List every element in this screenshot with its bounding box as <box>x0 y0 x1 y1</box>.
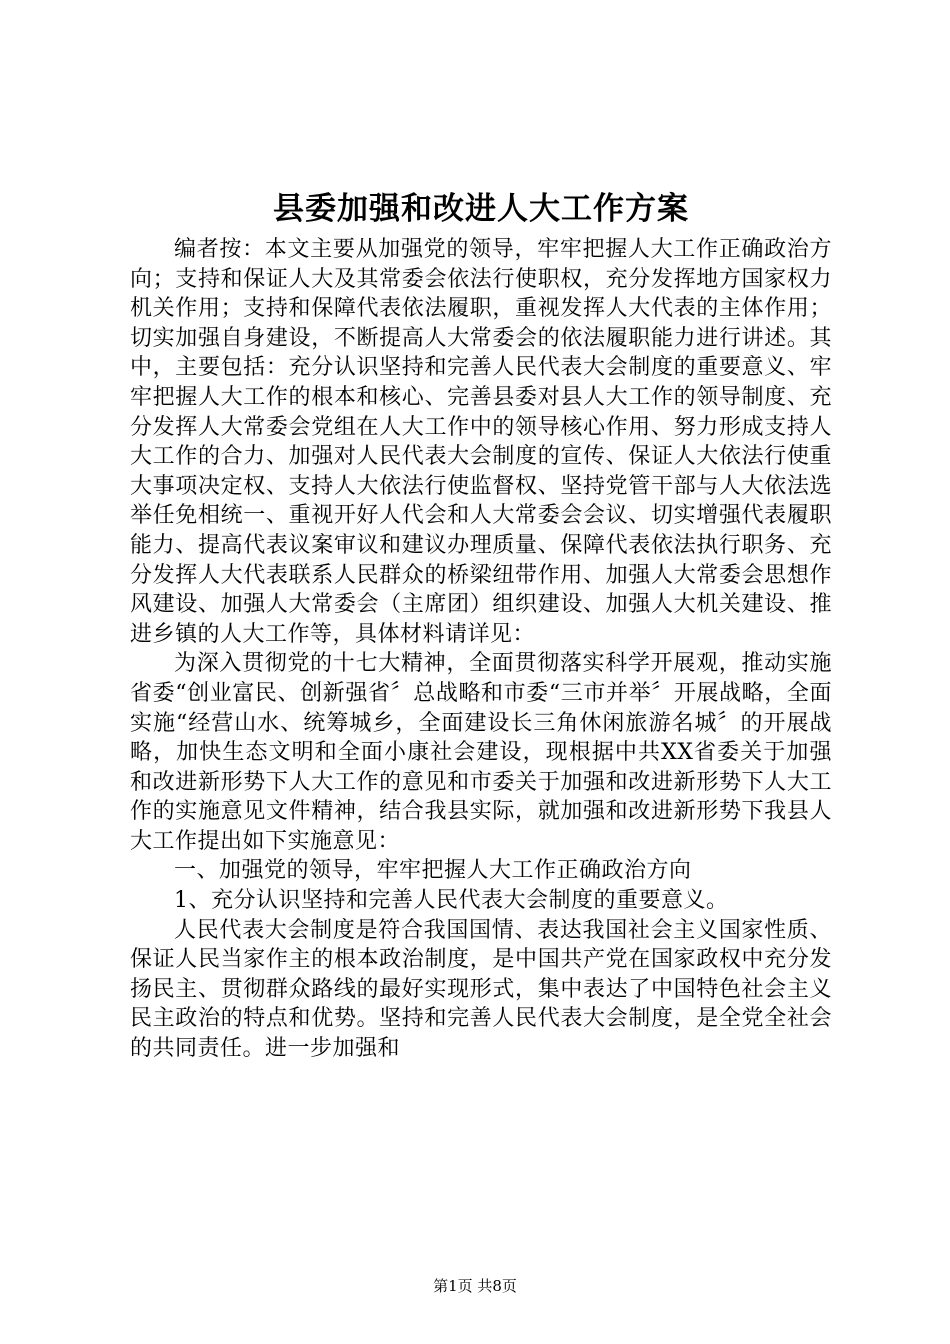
body-paragraph: 人民代表大会制度是符合我国国情、表达我国社会主义国家性质、保证人民当家作主的根本政治制度，是中国共产党在国家政权中充分发扬民主、贯彻群众路线的最好实现形式，集中表达了中国特色社会主义民主政治的特点和优势。坚持和完善人民代表大会制度，是全党全社会的共同责任。进一步加强和 <box>130 917 832 1062</box>
section-heading-1: 一、加强党的领导，牢牢把握人大工作正确政治方向 <box>174 858 692 884</box>
document-title: 县委加强和改进人大工作方案 <box>273 191 689 227</box>
document-page <box>130 185 832 1064</box>
intro-paragraph: 为深入贯彻党的十七大精神，全面贯彻落实科学开展观，推动实施省委“创业富民、创新强省〞总战略和市委“三市并举〞开展战略，全面实施“经营山水、统筹城乡，全面建设长三角休闲旅游名城〞的开展战略，加快生态文明和全面小康社会建设，现根据中共XX省委关于加强和改进新形势下人大工作的意见和市委关于加强和改进新形势下人大工作的实施意见文件精神，结合我县实际，就加强和改进新形势下我县人大工作提出如下实施意见： <box>130 651 832 854</box>
editor-note-paragraph: 编者按：本文主要从加强党的领导，牢牢把握人大工作正确政治方向；支持和保证人大及其常委会依法行使职权，充分发挥地方国家权力机关作用；支持和保障代表依法履职，重视发挥人大代表的主体作用；切实加强自身建设，不断提高人大常委会的依法履职能力进行讲述。其中，主要包括：充分认识坚持和完善人民代表大会制度的重要意义、牢牢把握人大工作的根本和核心、完善县委对县人大工作的领导制度、充分发挥人大常委会党组在人大工作中的领导核心作用、努力形成支持人大工作的合力、加强对人民代表大会制度的宣传、保证人大依法行使重大事项决定权、支持人大依法行使监督权、坚持党管干部与人大依法选举任免相统一、重视开好人代会和人大常委会会议、切实增强代表履职能力、提高代表议案审议和建议办理质量、保障代表依法执行职务、充分发挥人大代表联系人民群众的桥梁纽带作用、加强人大常委会思想作风建设、加强人大常委会（主席团）组织建设、加强人大机关建设、推进乡镇的人大工作等，具体材料请详见： <box>130 237 832 647</box>
subsection-heading-1: 1、充分认识坚持和完善人民代表大会制度的重要意义。 <box>174 888 729 914</box>
page-footer: 第1页 共8页 <box>433 1277 517 1295</box>
